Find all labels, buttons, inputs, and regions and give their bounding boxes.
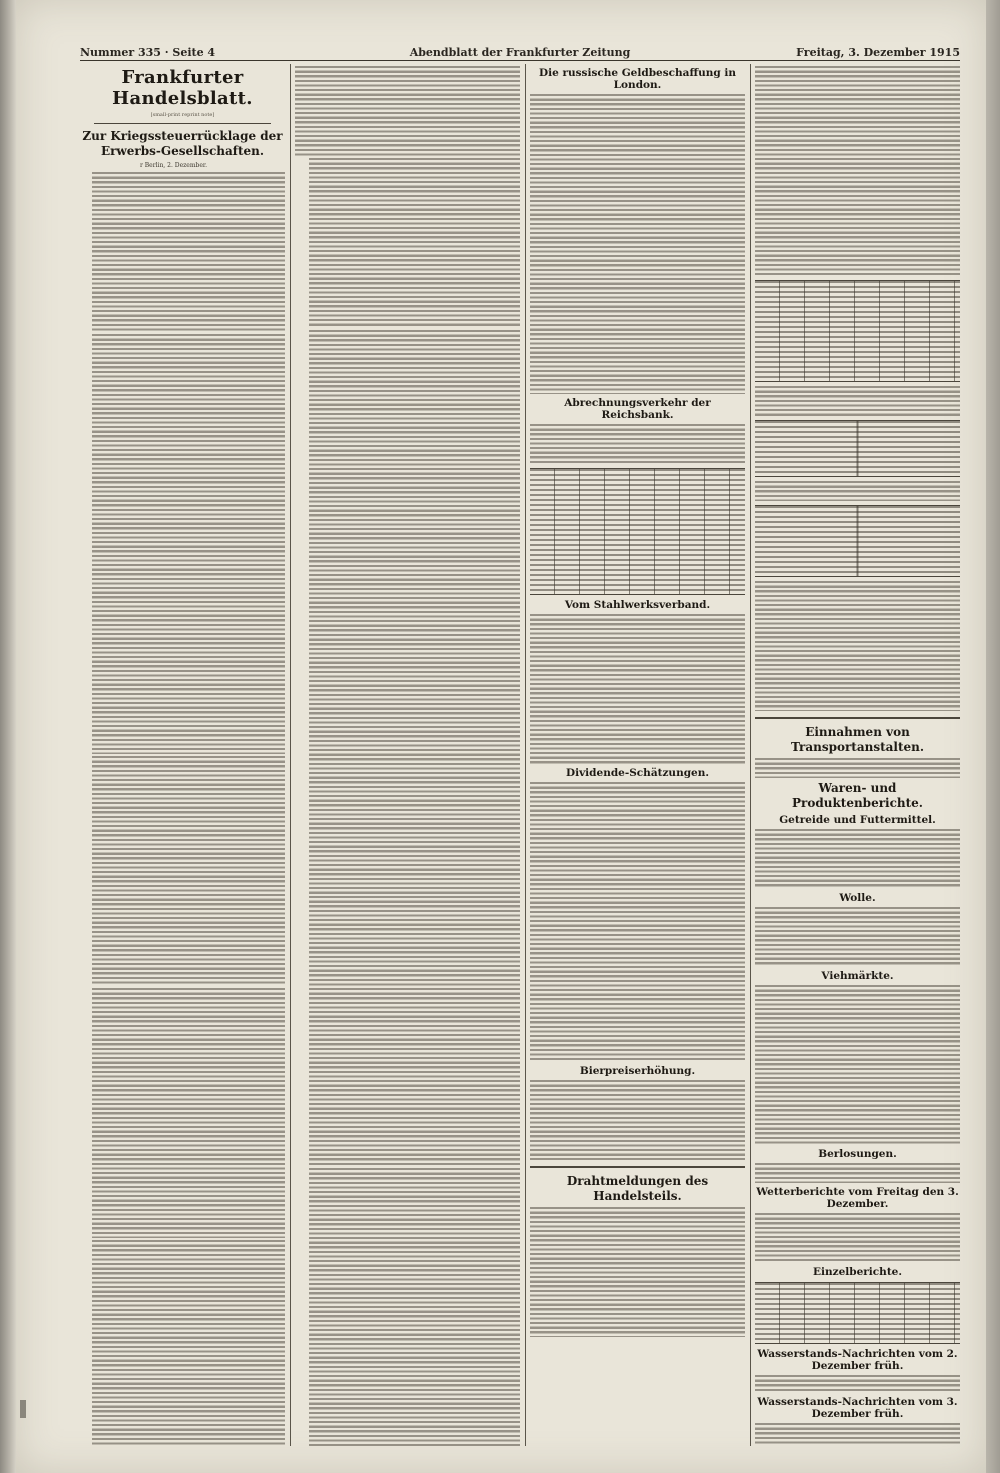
divider xyxy=(94,123,271,124)
section-title: Einnahmen von Transportanstalten. xyxy=(790,725,925,754)
article-text xyxy=(309,482,521,632)
article-text xyxy=(755,1163,960,1183)
article-text xyxy=(755,1423,960,1446)
article-headline: Vom Stahlwerksverband. xyxy=(564,599,711,611)
issue-date: Freitag, 3. Dezember 1915 xyxy=(796,46,960,59)
masthead: Frankfurter Handelsblatt. xyxy=(112,67,253,109)
article-text xyxy=(755,581,960,711)
article-text xyxy=(755,66,960,276)
subsection-title: Wolle. xyxy=(839,892,876,904)
article-text xyxy=(92,1240,285,1446)
article-text xyxy=(92,334,285,754)
article-text xyxy=(530,782,745,1062)
page-edge xyxy=(986,0,1000,1473)
article-headline: Dividende-Schätzungen. xyxy=(565,767,710,779)
article-text xyxy=(755,481,960,501)
clearing-table xyxy=(530,468,745,595)
article-text xyxy=(530,1207,745,1337)
column-1 xyxy=(80,64,285,1446)
section-title: Wetterberichte vom Freitag den 3. Dezember. xyxy=(756,1186,959,1210)
article-text xyxy=(755,985,960,1145)
article-text xyxy=(530,614,745,764)
column-3 xyxy=(530,64,745,1446)
article-byline: r Berlin, 2. Dezember. xyxy=(140,162,208,169)
subsection-title: Einzelberichte. xyxy=(812,1266,902,1278)
column-rule xyxy=(525,64,526,1446)
stock-table xyxy=(755,280,960,382)
column-rule xyxy=(750,64,751,1446)
section-title: Wasserstands-Nachrichten vom 3. Dezember früh. xyxy=(757,1396,958,1420)
section-title: Wasserstands-Nachrichten vom 2. Dezember früh. xyxy=(757,1348,958,1372)
article-text xyxy=(755,1213,960,1263)
subsection-title: Getreide und Futtermittel. xyxy=(779,814,936,826)
article-headline: Abrechnungsverkehr der Reichsbank. xyxy=(564,397,711,421)
column-2 xyxy=(295,64,520,1446)
stock-table xyxy=(755,420,960,477)
article-text xyxy=(92,988,285,1238)
article-text xyxy=(530,424,745,464)
article-text xyxy=(92,756,285,986)
article-headline: Die russische Geldbeschaffung in London. xyxy=(539,67,736,91)
article-text xyxy=(309,330,521,480)
article-text xyxy=(755,829,960,889)
article-text xyxy=(309,1168,521,1446)
article-text xyxy=(309,634,521,894)
newspaper-title: Abendblatt der Frankfurter Zeitung xyxy=(409,46,631,59)
subsection-title: Viehmärkte. xyxy=(821,970,894,982)
subsection-title: Berlosungen. xyxy=(818,1148,897,1160)
article-text xyxy=(755,1375,960,1393)
article-text xyxy=(755,907,960,967)
divider xyxy=(530,1166,745,1168)
section-title: Drahtmeldungen des Handelsteils. xyxy=(566,1174,709,1203)
weather-table xyxy=(755,1282,960,1344)
section-title: Waren- und Produktenberichte. xyxy=(792,781,923,810)
article-headline: Zur Kriegssteuerrücklage der Erwerbs-Gesellschaften. xyxy=(82,129,283,158)
article-text xyxy=(309,158,521,328)
article-text xyxy=(92,172,285,332)
article-text xyxy=(530,94,745,394)
archive-mark xyxy=(20,1400,26,1418)
article-text xyxy=(530,1080,745,1160)
article-text xyxy=(755,386,960,416)
article-text xyxy=(755,758,960,778)
divider xyxy=(755,717,960,719)
column-rule xyxy=(290,64,291,1446)
stock-table xyxy=(755,505,960,577)
column-4 xyxy=(755,64,960,1446)
binding-spine xyxy=(0,0,16,1473)
article-text xyxy=(295,66,520,156)
reprint-note: [small-print reprint note] xyxy=(150,112,215,118)
article-text xyxy=(309,896,521,1166)
article-headline: Bierpreiserhöhung. xyxy=(579,1065,696,1077)
page-header xyxy=(80,46,960,61)
issue-number: Nummer 335 · Seite 4 xyxy=(80,46,216,59)
